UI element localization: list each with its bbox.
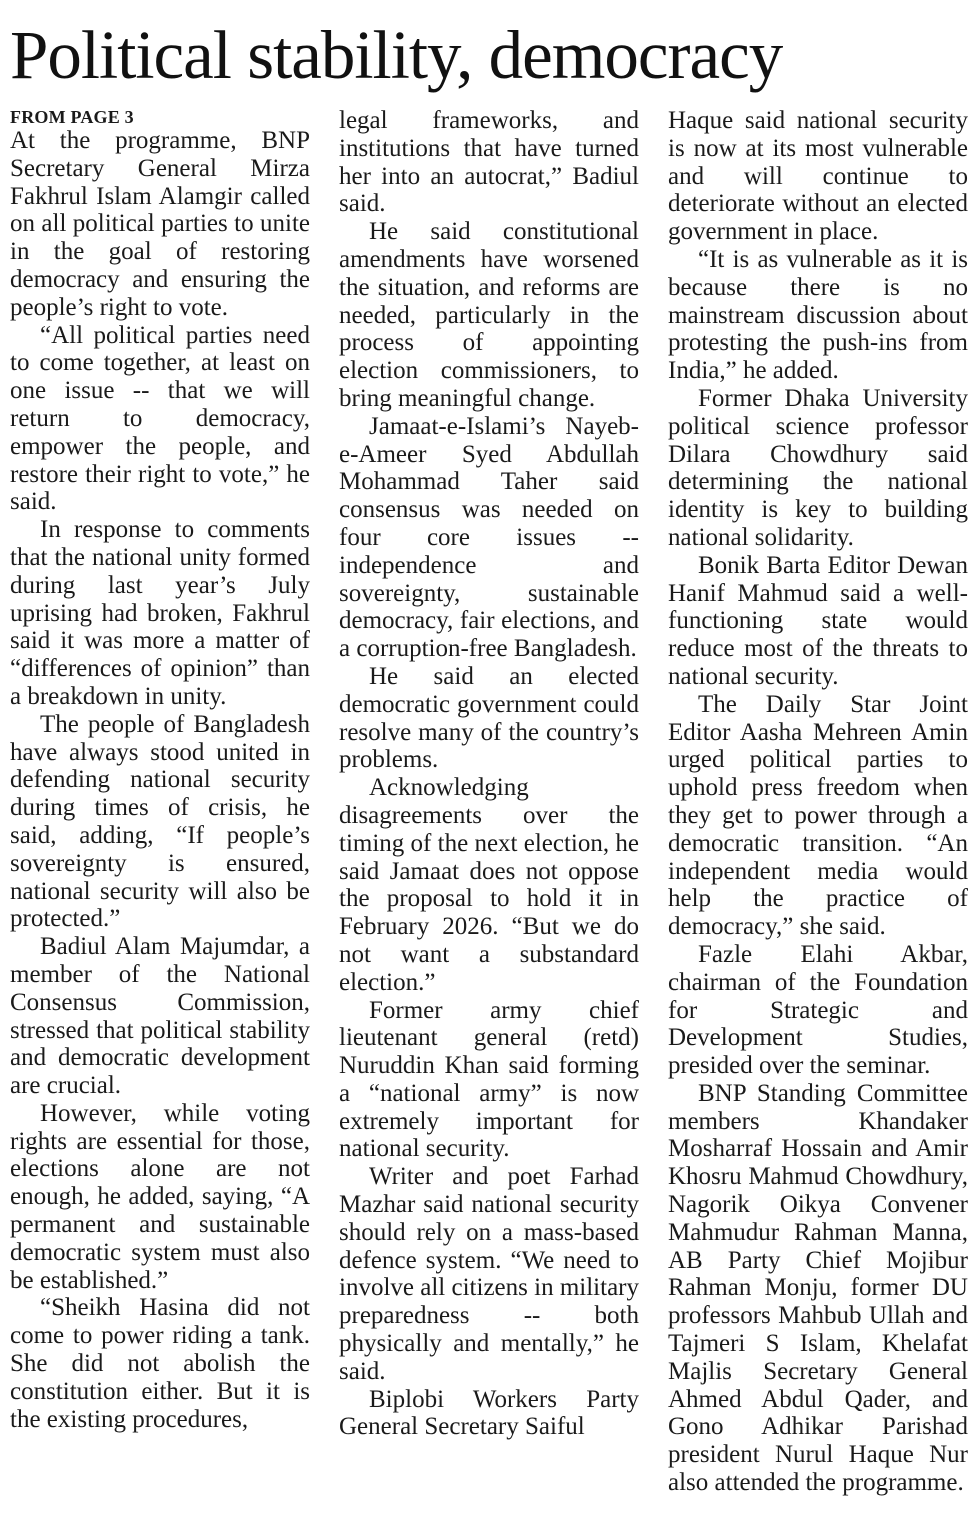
paragraph: Badiul Alam Majumdar, a member of the National Consensus Commission, stressed that political stability and democratic development are crucial. [10, 933, 310, 1100]
paragraph: “It is as vulnerable as it is because there is no mainstream discussion about protesting the push-ins from India,” he added. [668, 245, 968, 385]
paragraph: Acknowledging disagreements over the timing of the next election, he said Jamaat does not oppose the proposal to hold it in February 2026. “But we do not want a substandard election.” [339, 774, 639, 996]
article-column-3 [668, 107, 968, 1532]
paragraph: The Daily Star Joint Editor Aasha Mehreen Amin urged political parties to uphold press freedom when they get to power through a democratic transition. “An independent media would help the practice of democracy,” she said. [668, 690, 968, 941]
paragraph: In response to comments that the national unity formed during last year’s July uprising had broken, Fakhrul said it was more a matter of “differences of opinion” than a breakdown in unity. [10, 516, 310, 710]
paragraph: Jamaat-e-Islami’s Nayeb-e-Ameer Syed Abdullah Mohammad Taher said consensus was needed on four core issues -- independence and sovereignty, sustainable democracy, fair elections, and a corruption-free Bangladesh. [339, 412, 639, 663]
paragraph: “Sheikh Hasina did not come to power riding a tank. She did not abolish the constitution either. But it is the existing procedures, [10, 1294, 310, 1433]
paragraph: At the programme, BNP Secretary General Mirza Fakhrul Islam Alamgir called on all political parties to unite in the goal of restoring democracy and ensuring the people’s right to vote. [10, 127, 310, 321]
paragraph: Biplobi Workers Party General Secretary Saiful [339, 1385, 639, 1441]
article-column-1 [10, 107, 310, 1532]
paragraph: Former Dhaka University political science professor Dilara Chowdhury said determining the national identity is key to building national solidarity. [668, 384, 968, 551]
paragraph: “All political parties need to come together, at least on one issue -- that we will return to democracy, empower the people, and restore their right to vote,” he said. [10, 321, 310, 516]
paragraph: Haque said national security is now at its most vulnerable and will continue to deteriorate without an elected government in place. [668, 107, 968, 246]
article-column-2 [339, 107, 639, 1532]
headline: Political stability, democracy [10, 17, 783, 93]
paragraph: Former army chief lieutenant general (retd) Nuruddin Khan said forming a “national army” is now extremely important for national security. [339, 996, 639, 1163]
paragraph: The people of Bangladesh have always stood united in defending national security during times of crisis, he said, adding, “If people’s sovereignty is ensured, national security will also be protected.” [10, 710, 310, 933]
continued-from-label: FROM PAGE 3 [10, 107, 134, 127]
paragraph: He said constitutional amendments have worsened the situation, and reforms are needed, particularly in the process of appointing election commissioners, to bring meaningful change. [339, 218, 639, 412]
paragraph: He said an elected democratic government could resolve many of the country’s problems. [339, 662, 639, 774]
paragraph: BNP Standing Committee members Khandaker Mosharraf Hossain and Amir Khosru Mahmud Chowdhury, Nagorik Oikya Convener Mahmudur Rahman Manna, AB Party Chief Mojibur Rahman Monju, former DU professors Mahbub Ullah and Tajmeri S Islam, Khelafat Majlis Secretary General Ahmed Abdul Qader, and Gono Adhikar Parishad president Nurul Haque Nur also attended the programme. [668, 1079, 968, 1497]
paragraph: legal frameworks, and institutions that have turned her into an autocrat,” Badiul said. [339, 107, 639, 218]
paragraph: Bonik Barta Editor Dewan Hanif Mahmud said a well-functioning state would reduce most of the threats to national security. [668, 551, 968, 690]
paragraph: Writer and poet Farhad Mazhar said national security should rely on a mass-based defence system. “We need to involve all citizens in military preparedness -- both physically and mentally,” he said. [339, 1163, 639, 1385]
paragraph: However, while voting rights are essential for those, elections alone are not enough, he added, saying, “A permanent and sustainable democratic system must also be established.” [10, 1099, 310, 1294]
paragraph: Fazle Elahi Akbar, chairman of the Foundation for Strategic and Development Studies, presided over the seminar. [668, 940, 968, 1080]
